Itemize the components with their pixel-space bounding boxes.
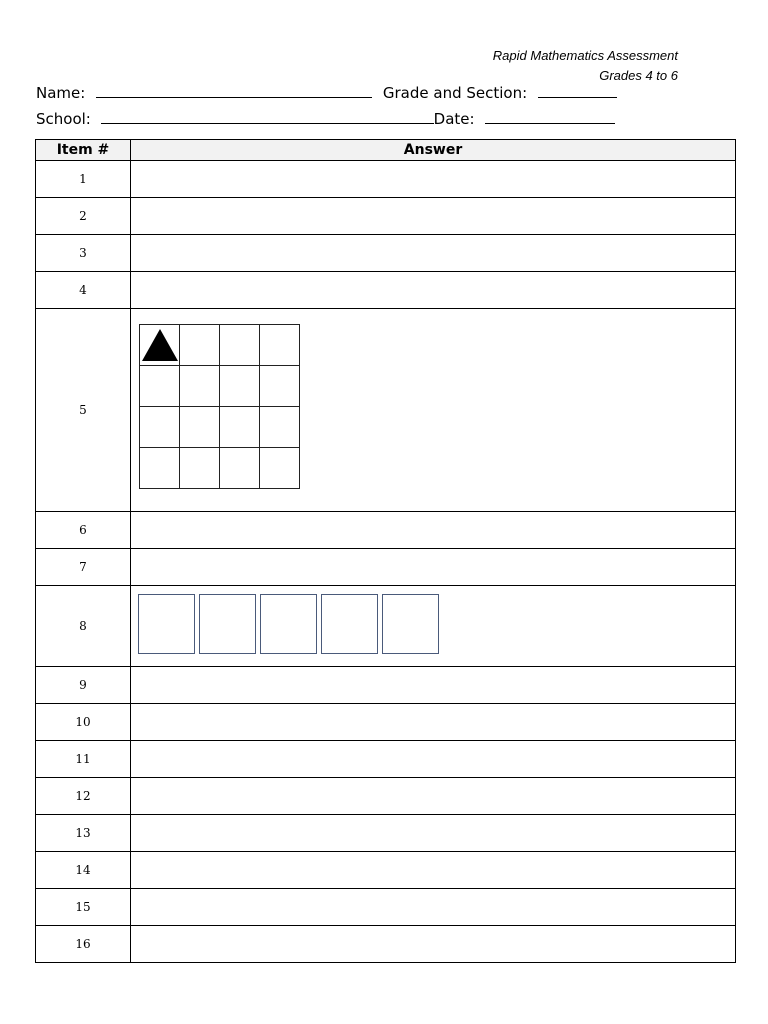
answer-cell[interactable] xyxy=(131,549,736,586)
grid-cell[interactable] xyxy=(140,366,180,407)
table-row xyxy=(36,667,736,704)
answer-table xyxy=(35,139,736,963)
item-number: 16 xyxy=(36,926,131,963)
table-row xyxy=(36,889,736,926)
table-row xyxy=(36,549,736,586)
grid-cell[interactable] xyxy=(220,407,260,448)
answer-cell[interactable] xyxy=(131,198,736,235)
school-field[interactable] xyxy=(101,109,434,124)
answer-grid xyxy=(139,324,300,489)
answer-box[interactable] xyxy=(138,594,195,654)
grade-section-label: Grade and Section: xyxy=(382,84,528,102)
grade-section-field[interactable] xyxy=(538,83,617,98)
grid-cell[interactable] xyxy=(140,325,180,366)
school-date-line xyxy=(36,109,615,128)
table-row xyxy=(36,161,736,198)
answer-cell[interactable] xyxy=(131,161,736,198)
answer-cell[interactable] xyxy=(131,778,736,815)
item-number: 1 xyxy=(36,161,131,198)
date-field[interactable] xyxy=(485,109,615,124)
answer-cell[interactable] xyxy=(131,889,736,926)
item-number: 15 xyxy=(36,889,131,926)
table-row xyxy=(36,198,736,235)
answer-cell[interactable] xyxy=(131,926,736,963)
answer-cell-boxes[interactable] xyxy=(131,586,736,667)
answer-cell[interactable] xyxy=(131,704,736,741)
answer-boxes xyxy=(138,594,439,654)
answer-box[interactable] xyxy=(199,594,256,654)
item-number: 10 xyxy=(36,704,131,741)
triangle-icon xyxy=(142,329,178,361)
answer-cell[interactable] xyxy=(131,235,736,272)
grid-cell[interactable] xyxy=(260,407,300,448)
item-number: 9 xyxy=(36,667,131,704)
item-number: 6 xyxy=(36,512,131,549)
table-row xyxy=(36,778,736,815)
assessment-title: Rapid Mathematics Assessment xyxy=(492,48,678,63)
grid-cell[interactable] xyxy=(180,366,220,407)
answer-box[interactable] xyxy=(382,594,439,654)
answer-cell-grid[interactable] xyxy=(131,309,736,512)
grid-cell[interactable] xyxy=(220,325,260,366)
answer-cell[interactable] xyxy=(131,667,736,704)
item-number: 4 xyxy=(36,272,131,309)
item-number: 8 xyxy=(36,586,131,667)
table-row xyxy=(36,272,736,309)
item-number: 13 xyxy=(36,815,131,852)
grid-cell[interactable] xyxy=(260,325,300,366)
school-label: School: xyxy=(36,110,91,128)
grid-cell[interactable] xyxy=(260,366,300,407)
grid-cell[interactable] xyxy=(260,448,300,489)
table-row xyxy=(36,235,736,272)
answer-cell[interactable] xyxy=(131,852,736,889)
grid-cell[interactable] xyxy=(180,448,220,489)
table-row xyxy=(36,586,736,667)
item-number: 12 xyxy=(36,778,131,815)
answer-cell[interactable] xyxy=(131,512,736,549)
grid-cell[interactable] xyxy=(220,366,260,407)
answer-cell[interactable] xyxy=(131,272,736,309)
table-row xyxy=(36,852,736,889)
item-number: 2 xyxy=(36,198,131,235)
item-number: 11 xyxy=(36,741,131,778)
item-number: 3 xyxy=(36,235,131,272)
item-number: 14 xyxy=(36,852,131,889)
grid-cell[interactable] xyxy=(220,448,260,489)
answer-cell[interactable] xyxy=(131,741,736,778)
answer-box[interactable] xyxy=(260,594,317,654)
item-number: 7 xyxy=(36,549,131,586)
table-row xyxy=(36,704,736,741)
table-row xyxy=(36,815,736,852)
table-row xyxy=(36,309,736,512)
table-row xyxy=(36,512,736,549)
table-row xyxy=(36,741,736,778)
table-header-row xyxy=(36,140,736,161)
answer-box[interactable] xyxy=(321,594,378,654)
answer-cell[interactable] xyxy=(131,815,736,852)
grid-cell[interactable] xyxy=(180,325,220,366)
grid-cell[interactable] xyxy=(140,407,180,448)
item-number-header: Item # xyxy=(36,140,131,161)
table-row xyxy=(36,926,736,963)
item-number: 5 xyxy=(36,309,131,512)
grid-cell[interactable] xyxy=(180,407,220,448)
grade-range: Grades 4 to 6 xyxy=(599,68,678,83)
answer-header: Answer xyxy=(131,140,736,161)
name-label: Name: xyxy=(36,84,86,102)
name-field[interactable] xyxy=(96,83,372,98)
date-label: Date: xyxy=(433,110,475,128)
grid-cell[interactable] xyxy=(140,448,180,489)
name-grade-line xyxy=(36,83,617,102)
